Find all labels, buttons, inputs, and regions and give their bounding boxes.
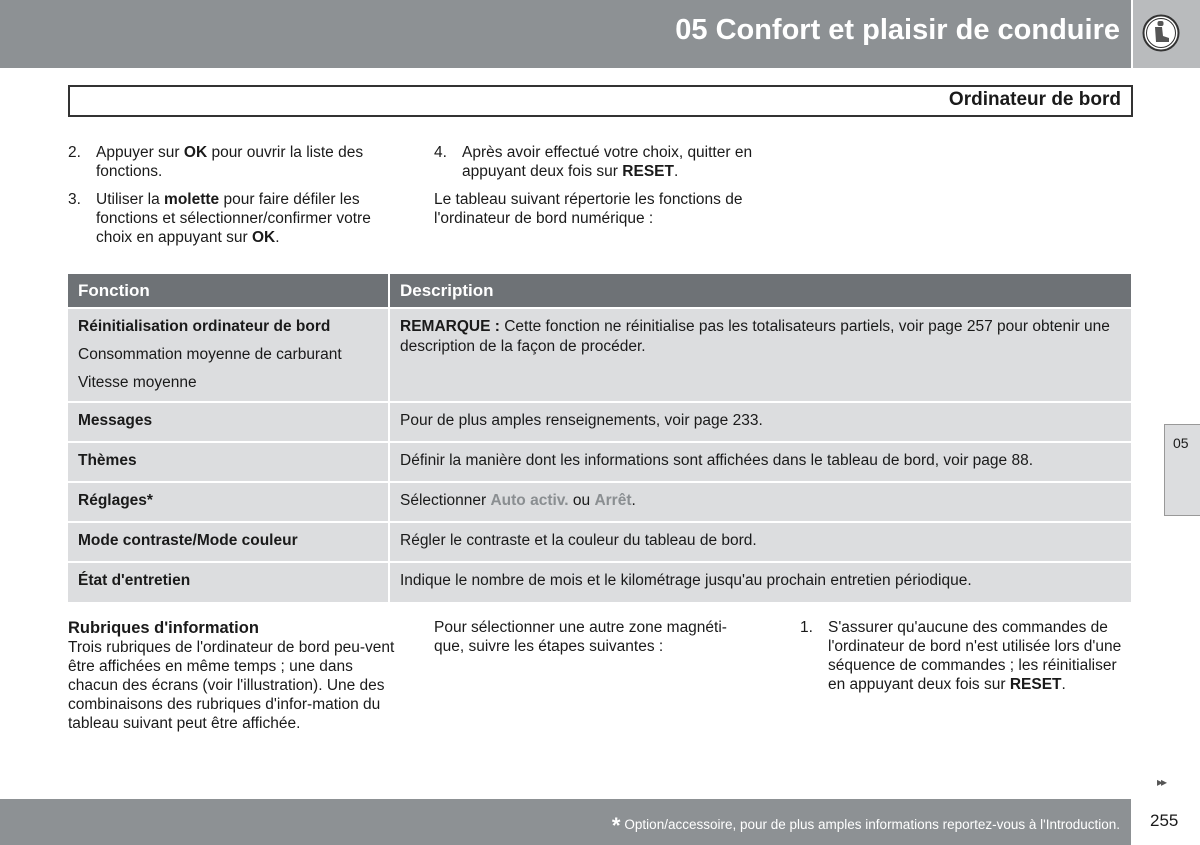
function-cell [68, 522, 389, 562]
step-text: . [275, 229, 280, 246]
description-cell: Indique le nombre de mois et le kilométrage jusqu'au prochain entretien périodique. [389, 562, 1131, 602]
footnote-star: * [611, 813, 621, 838]
table-row [68, 562, 1131, 602]
function-name: Mode contraste/Mode couleur [78, 532, 298, 549]
note-label: REMARQUE : [400, 318, 500, 335]
function-sub: Vitesse moyenne [78, 374, 197, 391]
step-text: pour ouvrir la liste des fonctions. [96, 144, 364, 180]
table-row [68, 402, 1131, 442]
table-row [68, 442, 1131, 482]
function-name: État d'entretien [78, 572, 191, 589]
function-cell [68, 308, 389, 402]
bottom-paragraph: Pour sélectionner une autre zone magnéti-que, suivre les étapes suivantes : [434, 619, 727, 655]
header-fonction: Fonction [68, 274, 389, 308]
intro-paragraph: Le tableau suivant répertorie les fonctions de l'ordinateur de bord numérique : [434, 191, 743, 227]
description-text: Cette fonction ne réinitialise pas les totalisateurs partiels, voir page 257 pour obtenir une description de la façon de procéder. [400, 318, 1110, 355]
footnote-text: Option/accessoire, pour de plus amples informations reportez-vous à l'Introduction. [624, 817, 1120, 832]
step-text: . [1061, 676, 1066, 693]
step-bold: OK [251, 229, 276, 246]
step-text: pour faire défiler les fonctions et sélectionner/confirmer votre choix en appuyant sur [96, 191, 371, 246]
step-number: 4. [434, 144, 447, 161]
subsection-heading: Rubriques d'information [68, 619, 259, 637]
step-number: 3. [68, 191, 81, 208]
header-description: Description [389, 274, 1131, 308]
table-header-row [68, 274, 1131, 308]
step-text: Après avoir effectué votre choix, quitter en appuyant deux fois sur [462, 144, 753, 180]
functions-table [68, 274, 1131, 602]
function-name: Réglages* [78, 492, 153, 509]
option-auto-activ: Auto activ. [490, 492, 569, 509]
step-text: . [673, 163, 679, 180]
intro-right-column [434, 143, 774, 228]
table-row [68, 522, 1131, 562]
step-number: 2. [68, 144, 81, 161]
step-text: Utiliser la [96, 191, 165, 208]
description-cell: Définir la manière dont les informations sont affichées dans le tableau de bord, voir page 88. [389, 442, 1131, 482]
function-cell [68, 482, 389, 522]
step-bold: RESET [1009, 676, 1062, 693]
step-3 [68, 190, 408, 247]
step-1 [800, 618, 1130, 694]
chapter-side-tab [1164, 424, 1200, 516]
function-sub: Consommation moyenne de carburant [78, 346, 342, 363]
step-text: S'assurer qu'aucune des commandes de l'ordinateur de bord n'est utilisée lors d'une séquence de commandes ; les réinitialiser en appuyant deux fois sur [828, 619, 1122, 693]
function-cell [68, 442, 389, 482]
table-row [68, 482, 1131, 522]
bottom-right-column [800, 618, 1130, 703]
page-number: 255 [1150, 811, 1179, 830]
description-cell [389, 308, 1131, 402]
description-cell: Régler le contraste et la couleur du tableau de bord. [389, 522, 1131, 562]
function-cell [68, 402, 389, 442]
description-cell [389, 482, 1131, 522]
bottom-left-column [68, 619, 398, 733]
chapter-title: 05 Confort et plaisir de conduire [675, 14, 1120, 46]
function-cell [68, 562, 389, 602]
table-row [68, 308, 1131, 402]
description-text: Sélectionner [400, 492, 491, 509]
description-cell: Pour de plus amples renseignements, voir page 233. [389, 402, 1131, 442]
option-arret: Arrêt [594, 492, 632, 509]
footnote [612, 813, 1120, 839]
step-text: Appuyer sur [96, 144, 184, 161]
step-4 [434, 143, 774, 181]
section-title-box [68, 85, 1133, 117]
next-page-arrows-icon: ▸▸ [1157, 775, 1166, 789]
section-title: Ordinateur de bord [948, 89, 1121, 110]
function-name: Messages [78, 412, 153, 429]
intro-left-column [68, 143, 408, 256]
step-number: 1. [800, 619, 813, 636]
chapter-tab-label: 05 [1173, 435, 1189, 451]
description-text: ou [568, 492, 595, 509]
step-2 [68, 143, 408, 181]
bottom-middle-column [434, 618, 754, 656]
seat-icon [1142, 14, 1180, 52]
bottom-paragraph: Trois rubriques de l'ordinateur de bord peu-vent être affichées en même temps ; une dans chacun des écrans (voir l'illustration). Une des combinaisons des rubriques d'infor-mation du tableau suivant peut être affichée. [68, 639, 395, 732]
step-bold: molette [164, 191, 220, 208]
step-bold: OK [183, 144, 208, 161]
description-text: . [631, 492, 636, 509]
step-bold: RESET [622, 163, 674, 180]
function-name: Thèmes [78, 452, 137, 469]
function-name: Réinitialisation ordinateur de bord [78, 318, 331, 335]
